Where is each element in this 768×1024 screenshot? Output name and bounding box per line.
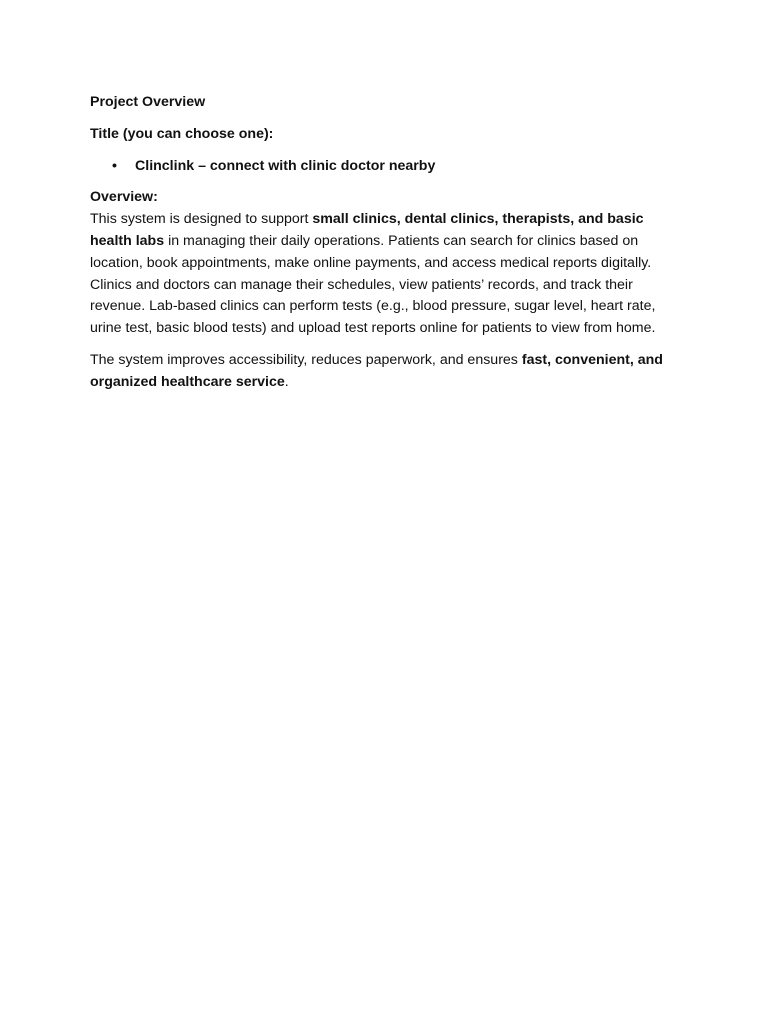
overview-text-1: This system is designed to support: [90, 211, 313, 228]
summary-paragraph: [90, 350, 684, 394]
overview-label: Overview:: [90, 189, 158, 206]
overview-paragraph: [90, 209, 684, 340]
bullet-icon: •: [112, 157, 117, 174]
summary-text-2: .: [284, 373, 289, 390]
summary-bold-text: fast, convenient, and organized healthcare service: [90, 351, 663, 390]
title-options-list: [90, 156, 684, 178]
overview-text-2: in managing their daily operations. Patients can search for clinics based on location, book appointments, make online payments, and access medical reports digitally. Clinics and doctors can manage their schedules, view patients’ records, and track their revenue. Lab-based clinics can perform tests (e.g., blood pressure, sugar level, heart rate, urine test, basic blood tests) and upload test reports online for patients to view from home.: [90, 232, 656, 337]
document-page: [90, 92, 684, 404]
overview-bold-text: small clinics, dental clinics, therapists, and basic health labs: [90, 211, 644, 249]
section-title: Project Overview: [90, 94, 206, 110]
title-option-item: [90, 156, 684, 178]
title-option-text: Clinclink – connect with clinic doctor nearby: [135, 157, 436, 174]
summary-text-1: The system improves accessibility, reduces paperwork, and ensures: [90, 351, 522, 368]
title-prompt: Title (you can choose one):: [90, 125, 274, 142]
